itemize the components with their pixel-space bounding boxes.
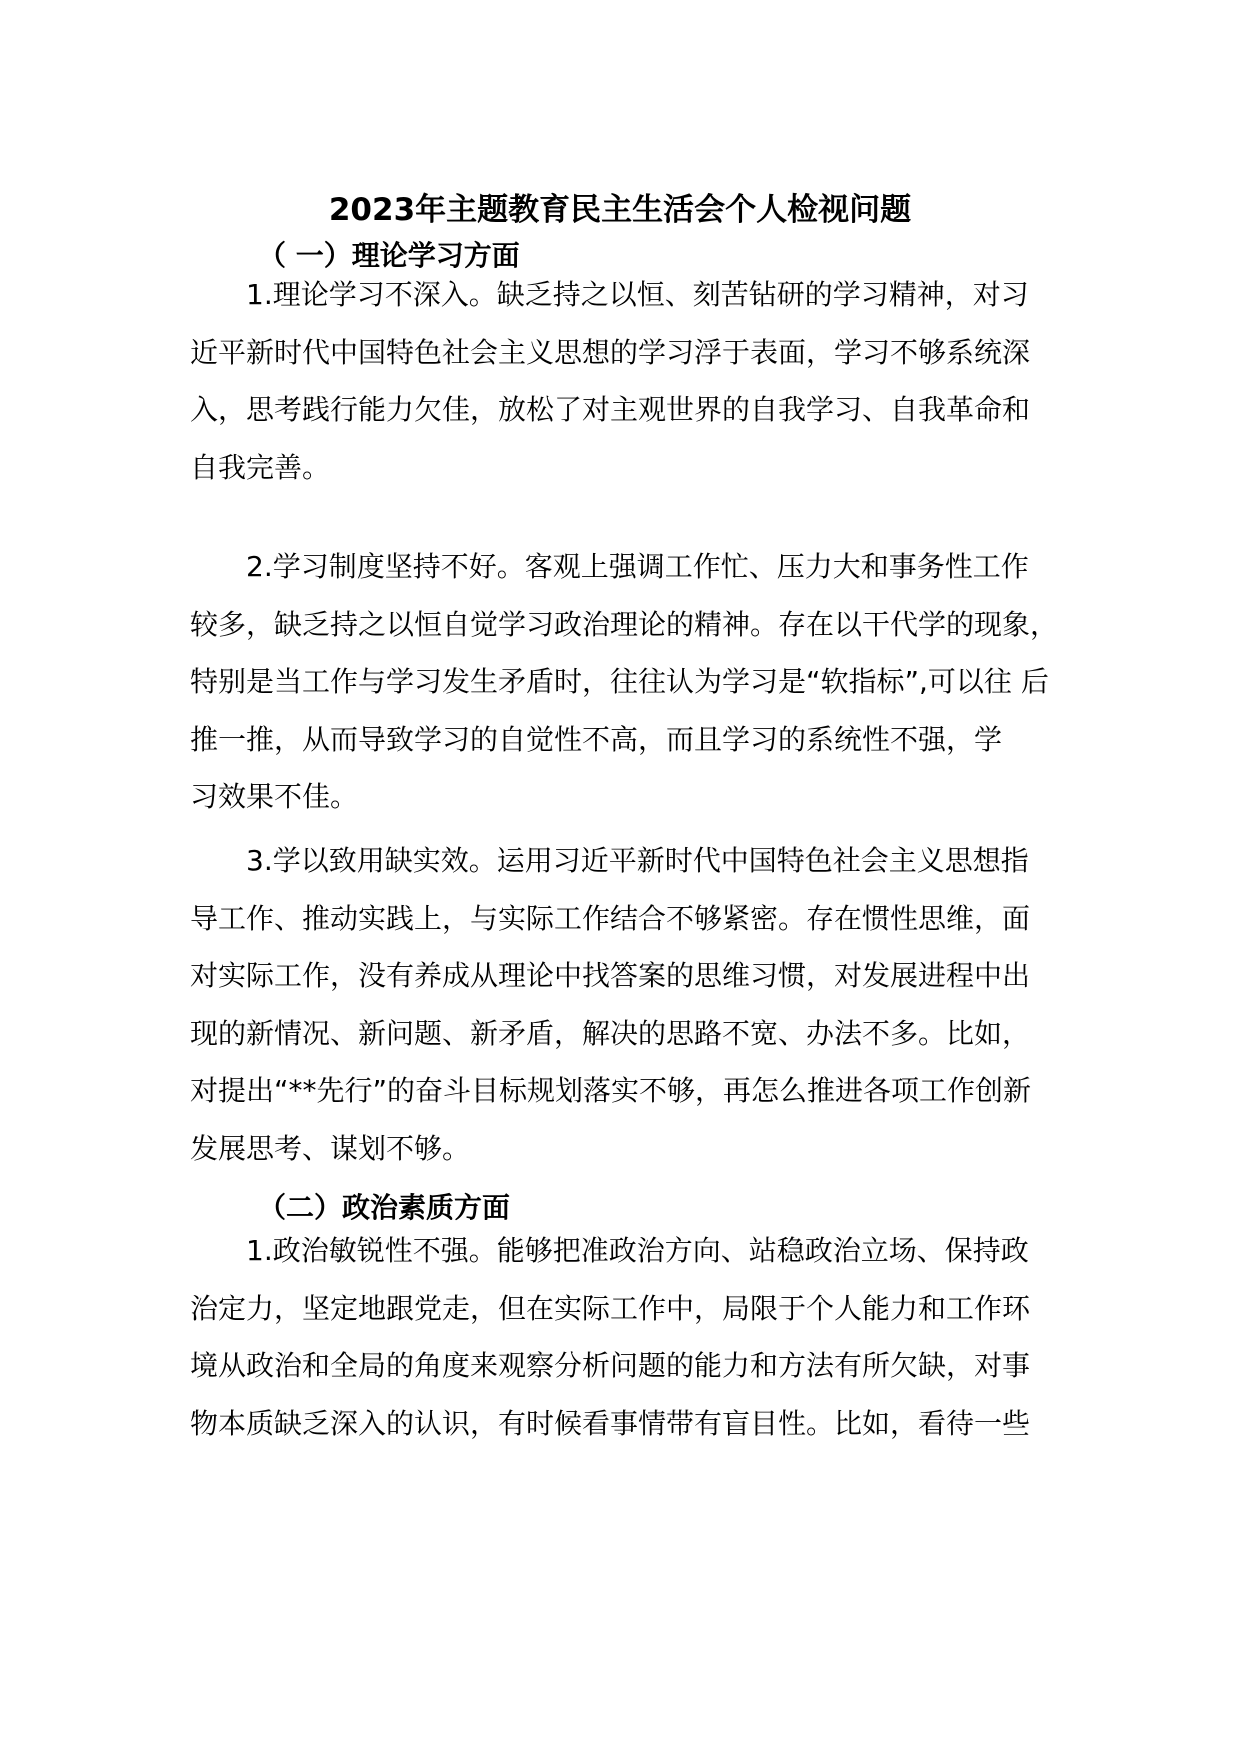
text-line: 入，思考践行能力欠佳，放松了对主观世界的自我学习、自我革命和 bbox=[190, 393, 1031, 426]
paragraph-theory-3 bbox=[190, 832, 1060, 1177]
text-line: 对提出“**先行”的奋斗目标规划落实不够，再怎么推进各项工作创新 bbox=[190, 1074, 1032, 1107]
text-line: 物本质缺乏深入的认识，有时候看事情带有盲目性。比如，看待一些 bbox=[190, 1406, 1031, 1440]
section-heading-theory-study: （ 一）理论学习方面 bbox=[258, 239, 520, 272]
text-line: 较多，缺乏持之以恒自觉学习政治理论的精神。存在以干代学的现象， bbox=[190, 607, 1059, 641]
text-line: 2.学习制度坚持不好。客观上强调工作忙、压力大和事务性工作 bbox=[246, 550, 1029, 583]
paragraph-theory-2 bbox=[190, 538, 1060, 826]
paragraph-theory-1 bbox=[190, 266, 1060, 496]
text-line: 近平新时代中国特色社会主义思想的学习浮于表面，学习不够系统深 bbox=[190, 335, 1031, 369]
document-title: 2023年主题教育民主生活会个人检视问题 bbox=[328, 192, 912, 228]
text-line: 推一推，从而导致学习的自觉性不高，而且学习的系统性不强，学 bbox=[190, 722, 1003, 756]
text-line: 现的新情况、新问题、新矛盾，解决的思路不宽、办法不多。比如， bbox=[190, 1016, 1031, 1050]
text-line: 境从政治和全局的角度来观察分析问题的能力和方法有所欠缺，对事 bbox=[190, 1349, 1031, 1382]
text-line: 导工作、推动实践上，与实际工作结合不够紧密。存在惯性思维，面 bbox=[190, 901, 1031, 935]
text-line: 发展思考、谋划不够。 bbox=[190, 1131, 471, 1165]
text-line: 对实际工作，没有养成从理论中找答案的思维习惯，对发展进程中出 bbox=[190, 959, 1031, 992]
text-line: 治定力，坚定地跟党走，但在实际工作中，局限于个人能力和工作环 bbox=[190, 1291, 1031, 1325]
text-line: 自我完善。 bbox=[190, 450, 331, 484]
text-line: 特别是当工作与学习发生矛盾时，往往认为学习是“软指标”,可以往 后 bbox=[190, 665, 1049, 698]
text-line: 3.学以致用缺实效。运用习近平新时代中国特色社会主义思想指 bbox=[246, 844, 1029, 877]
section-heading-political-quality: （二）政治素质方面 bbox=[258, 1191, 511, 1224]
text-line: 1.政治敏锐性不强。能够把准政治方向、站稳政治立场、保持政 bbox=[246, 1234, 1029, 1267]
paragraph-political-1 bbox=[190, 1222, 1060, 1452]
text-line: 习效果不佳。 bbox=[190, 780, 359, 813]
text-line: 1.理论学习不深入。缺乏持之以恒、刻苦钻研的学习精神，对习 bbox=[246, 278, 1029, 311]
